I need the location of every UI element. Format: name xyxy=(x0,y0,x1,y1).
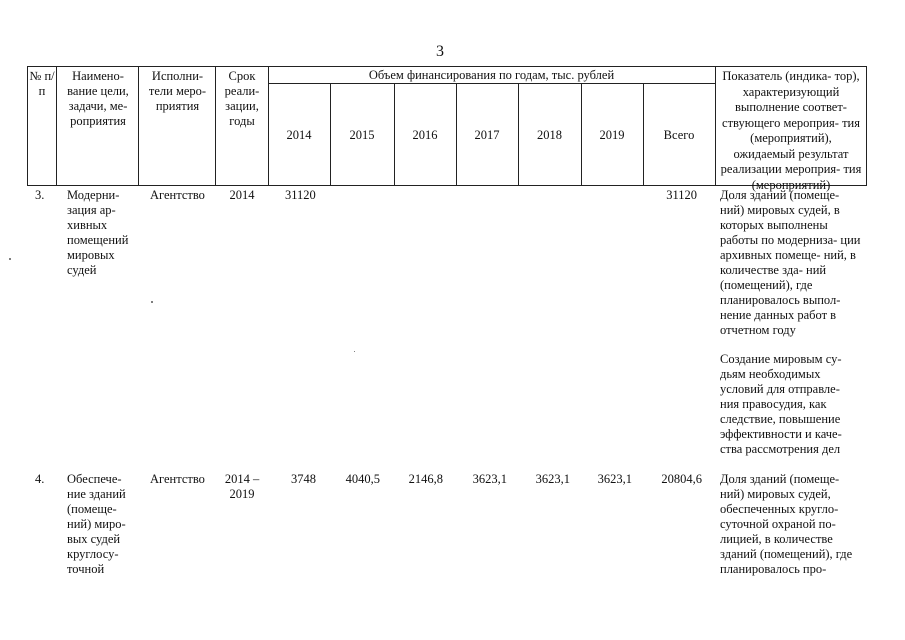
row-value-2015: 4040,5 xyxy=(345,472,380,486)
header-funding-group: Объем финансирования по годам, тыс. рублей xyxy=(368,68,615,82)
row-value-2018: 3623,1 xyxy=(535,472,570,486)
col-divider xyxy=(715,67,716,185)
row-value-2019: 3623,1 xyxy=(597,472,632,486)
header-indicator: Показатель (индика- тор), характеризующий выполнение соответ- ствующего мероприя- тия (мероприятий), ожидаемый результат реализации мероприя- тия (мероприятий) xyxy=(720,69,862,192)
header-year: 2014 xyxy=(286,128,312,142)
row-term: 2014 xyxy=(229,188,255,202)
row-num: 3. xyxy=(35,188,45,202)
header-year: 2019 xyxy=(599,128,625,142)
header-num: № п/п xyxy=(29,69,55,98)
scan-speck xyxy=(9,258,11,260)
col-divider xyxy=(268,67,269,185)
page-number: 3 xyxy=(436,43,444,60)
header-year: 2018 xyxy=(537,128,562,142)
row-indicator: Доля зданий (помеще- ний) мировых судей, в которых выполнены работы по модерниза- ции архивных помеще- ний, в количестве зда- ний (помещений), где планировалось выпол- нение данных работ в отчетном году xyxy=(720,188,861,337)
row-executor: Агентство xyxy=(150,188,205,202)
header-year: 2016 xyxy=(412,128,438,142)
scan-speck xyxy=(354,351,355,352)
group-divider xyxy=(268,83,715,84)
col-divider xyxy=(56,67,57,185)
header-total: Всего xyxy=(663,128,695,142)
row-indicator: Доля зданий (помеще- ний) мировых судей, обеспеченных кругло- суточной охраной по- лицией, в количестве зданий (помещений), где планировалось про- xyxy=(720,472,853,576)
header-year: 2017 xyxy=(474,128,500,142)
row-name: Модерни- зация ар- хивных помещений мировых судей xyxy=(67,188,129,277)
row-total: 20804,6 xyxy=(661,472,702,486)
header-executors: Исполни- тели меро- приятия xyxy=(148,69,207,113)
scan-speck xyxy=(151,301,153,303)
row-executor: Агентство xyxy=(150,472,205,486)
header-term: Срок реали- зации, годы xyxy=(224,69,260,128)
row-name: Обеспече- ние зданий (помеще- ний) миро- вых судей круглосу- точной xyxy=(67,472,126,576)
row-value-2016: 2146,8 xyxy=(408,472,443,486)
row-term: 2014 – 2019 xyxy=(224,472,260,501)
row-value-2014: 3748 xyxy=(291,472,316,486)
table-header xyxy=(27,66,867,192)
header-year: 2015 xyxy=(349,128,375,142)
row-total: 31120 xyxy=(666,188,697,202)
col-divider xyxy=(138,67,139,185)
row-value-2014: 31120 xyxy=(285,188,316,202)
row-indicator: Создание мировым су- дьям необходимых условий для отправле- ния правосудия, как следствие, повышение эффективности и каче- ства рассмотрения дел xyxy=(720,352,842,456)
row-num: 4. xyxy=(35,472,45,486)
row-value-2017: 3623,1 xyxy=(472,472,507,486)
header-name: Наимено- вание цели, задачи, ме- роприятия xyxy=(67,69,129,128)
